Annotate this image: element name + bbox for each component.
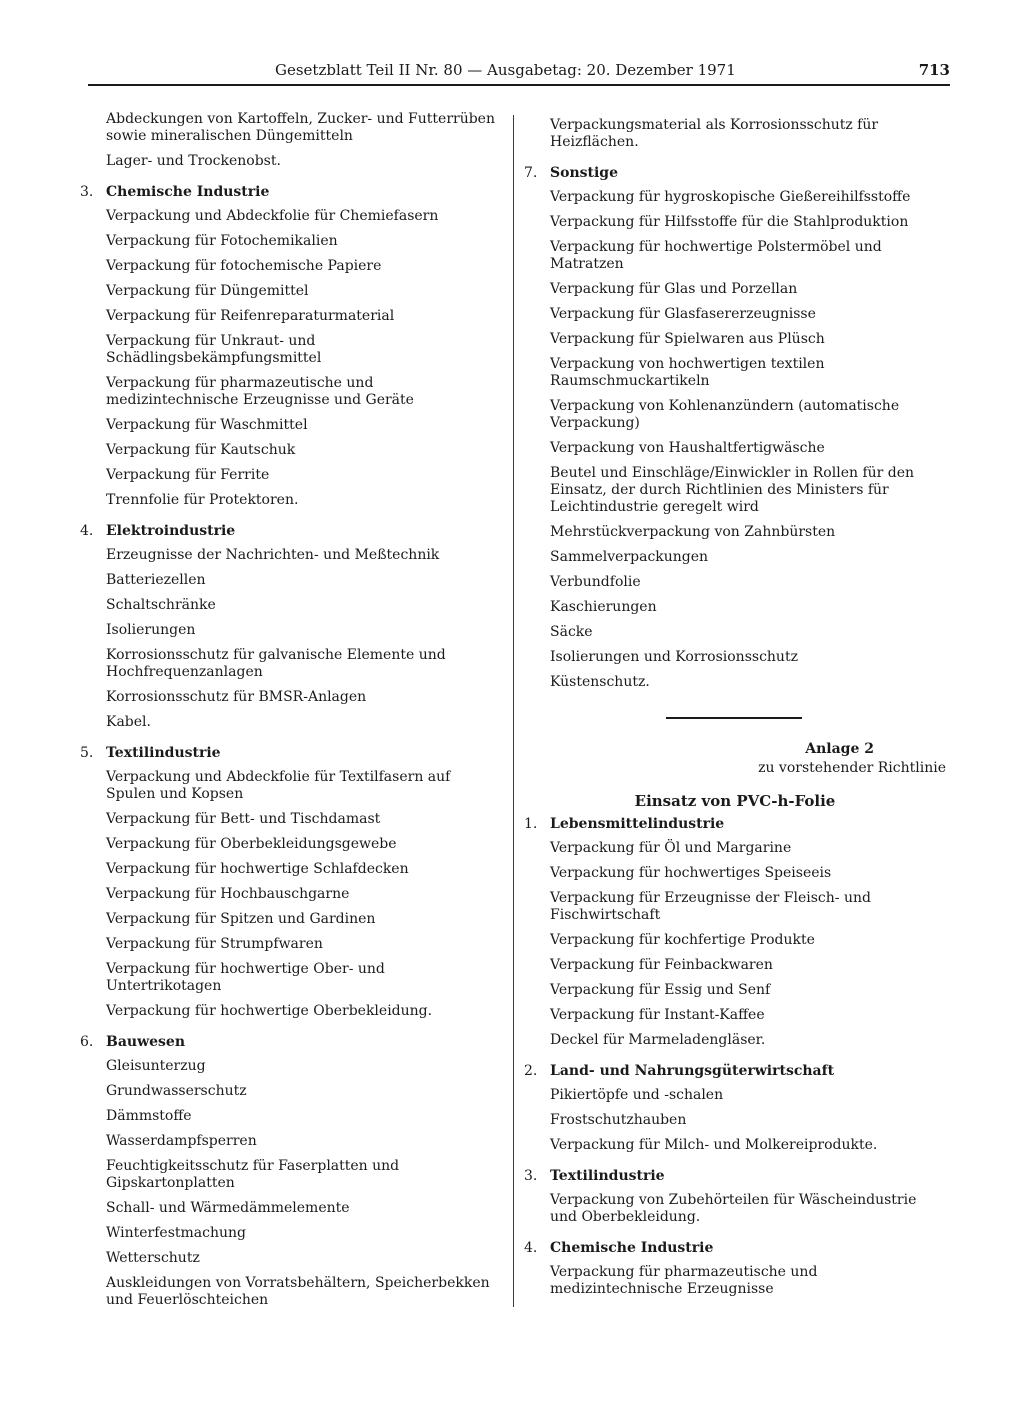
separator-rule (666, 717, 802, 719)
list-item: Verpackung für kochfertige Produkte (550, 932, 815, 948)
section-title: Lebensmittelindustrie (550, 816, 725, 832)
list-item: Batteriezellen (106, 572, 206, 588)
list-item: Verpackung von hochwertigen textilen Raumschmuckartikeln (550, 356, 825, 389)
list-item: Verpackung für hochwertige Oberbekleidung. (106, 1003, 433, 1019)
section-title: Textilindustrie (550, 1168, 665, 1184)
list-item: Küstenschutz. (550, 674, 650, 690)
list-item: Verpackung für Unkraut- und Schädlingsbekämpfungsmittel (106, 333, 322, 366)
right-column (524, 117, 946, 1306)
list-item: Verpackung für Glasfasererzeugnisse (550, 306, 816, 322)
list-item: Verpackung für hygroskopische Gießereihilfsstoffe (550, 189, 911, 205)
list-item: Verpackung für Reifenreparaturmaterial (106, 308, 395, 324)
list-item: Verpackung für Instant-Kaffee (550, 1007, 765, 1023)
list-item: Verpackung für Hilfsstoffe für die Stahlproduktion (550, 214, 909, 230)
list-item: Trennfolie für Protektoren. (106, 492, 299, 508)
list-item: Schall- und Wärmedämmelemente (106, 1200, 350, 1216)
list-item: Verpackung für Essig und Senf (550, 982, 771, 998)
list-item: Frostschutzhauben (550, 1112, 687, 1128)
list-item: Beutel und Einschläge/Einwickler in Rollen für den Einsatz, der durch Richtlinien des Ministers für Leichtindustrie geregelt wird (550, 465, 915, 515)
section-number: 3. (80, 184, 94, 200)
list-item: Sammelverpackungen (550, 549, 709, 565)
list-item: Verpackung für Strumpfwaren (106, 936, 323, 952)
list-item: Verpackung von Haushaltfertigwäsche (550, 440, 825, 456)
list-item: Isolierungen und Korrosionsschutz (550, 649, 798, 665)
list-item: Lager- und Trockenobst. (106, 153, 281, 169)
section-heading (80, 523, 495, 540)
section-title: Textilindustrie (106, 745, 221, 761)
section-heading (524, 816, 946, 833)
section-number: 2. (524, 1063, 538, 1079)
list-item: Auskleidungen von Vorratsbehältern, Speicherbekken und Feuerlöschteichen (106, 1275, 490, 1308)
list-item: Säcke (550, 624, 593, 640)
header-title: Gesetzblatt Teil II Nr. 80 — Ausgabetag: 20. Dezember 1971 (275, 61, 736, 79)
list-item: Verpackungsmaterial als Korrosionsschutz für Heizflächen. (550, 117, 879, 150)
list-item: Pikiertöpfe und -schalen (550, 1087, 724, 1103)
list-item: Verpackung für Glas und Porzellan (550, 281, 798, 297)
list-item: Verpackung für hochwertiges Speiseeis (550, 865, 832, 881)
column-divider (513, 115, 514, 1307)
list-item: Verpackung für Bett- und Tischdamast (106, 811, 381, 827)
list-item: Kabel. (106, 714, 151, 730)
section-heading (80, 745, 495, 762)
list-item: Verpackung für Spielwaren aus Plüsch (550, 331, 825, 347)
page-header (88, 60, 950, 86)
section-title: Chemische Industrie (106, 184, 270, 200)
section-number: 4. (80, 523, 94, 539)
annex-subtitle: zu vorstehender Richtlinie (758, 760, 946, 776)
list-item: Verpackung und Abdeckfolie für Textilfasern auf Spulen und Kopsen (106, 769, 451, 802)
annex-title: Anlage 2 (805, 741, 874, 757)
list-item: Verpackung für pharmazeutische und medizintechnische Erzeugnisse und Geräte (106, 375, 414, 408)
list-item: Verpackung für fotochemische Papiere (106, 258, 382, 274)
section-number: 5. (80, 745, 94, 761)
list-item: Verpackung für Hochbauschgarne (106, 886, 350, 902)
section-number: 6. (80, 1034, 94, 1050)
annex-heading: Einsatz von PVC-h-Folie (634, 792, 836, 810)
list-item: Isolierungen (106, 622, 196, 638)
section-heading (80, 184, 495, 201)
list-item: Korrosionsschutz für BMSR-Anlagen (106, 689, 367, 705)
list-item: Verpackung für Spitzen und Gardinen (106, 911, 376, 927)
list-item: Gleisunterzug (106, 1058, 206, 1074)
section-number: 7. (524, 165, 538, 181)
list-item: Verpackung für Fotochemikalien (106, 233, 338, 249)
list-item: Kaschierungen (550, 599, 657, 615)
list-item: Verpackung und Abdeckfolie für Chemiefasern (106, 208, 439, 224)
section-heading (524, 1063, 946, 1080)
list-item: Verpackung für Düngemittel (106, 283, 309, 299)
section-number: 4. (524, 1240, 538, 1256)
left-column (80, 111, 495, 1317)
list-item: Verpackung für Ferrite (106, 467, 270, 483)
list-item: Verpackung für Feinbackwaren (550, 957, 773, 973)
list-item: Verpackung von Zubehörteilen für Wäscheindustrie und Oberbekleidung. (550, 1192, 917, 1225)
list-item: Winterfestmachung (106, 1225, 246, 1241)
list-item: Feuchtigkeitsschutz für Faserplatten und Gipskartonplatten (106, 1158, 400, 1191)
list-item: Mehrstückverpackung von Zahnbürsten (550, 524, 836, 540)
list-item: Verpackung für hochwertige Ober- und Untertrikotagen (106, 961, 385, 994)
list-item: Grundwasserschutz (106, 1083, 247, 1099)
section-heading (80, 1034, 495, 1051)
section-number: 3. (524, 1168, 538, 1184)
list-item: Erzeugnisse der Nachrichten- und Meßtechnik (106, 547, 440, 563)
section-heading (524, 165, 946, 182)
section-number: 1. (524, 816, 538, 832)
list-item: Verpackung für Erzeugnisse der Fleisch- und Fischwirtschaft (550, 890, 871, 923)
list-item: Verpackung für Waschmittel (106, 417, 308, 433)
list-item: Verpackung für Kautschuk (106, 442, 296, 458)
section-title: Elektroindustrie (106, 523, 236, 539)
list-item: Verpackung von Kohlenanzündern (automatische Verpackung) (550, 398, 900, 431)
list-item: Deckel für Marmeladengläser. (550, 1032, 766, 1048)
list-item: Verpackung für Öl und Margarine (550, 840, 792, 856)
section-heading (524, 1240, 946, 1257)
list-item: Verpackung für hochwertige Polstermöbel und Matratzen (550, 239, 882, 272)
list-item: Verpackung für hochwertige Schlafdecken (106, 861, 409, 877)
list-item: Verpackung für Milch- und Molkereiprodukte. (550, 1137, 878, 1153)
list-item: Schaltschränke (106, 597, 216, 613)
list-item: Wasserdampfsperren (106, 1133, 257, 1149)
list-item: Korrosionsschutz für galvanische Elemente und Hochfrequenzanlagen (106, 647, 446, 680)
list-item: Verpackung für Oberbekleidungsgewebe (106, 836, 397, 852)
list-item: Wetterschutz (106, 1250, 200, 1266)
list-item: Dämmstoffe (106, 1108, 192, 1124)
section-heading (524, 1168, 946, 1185)
section-title: Land- und Nahrungsgüterwirtschaft (550, 1063, 835, 1079)
list-item: Verpackung für pharmazeutische und medizintechnische Erzeugnisse (550, 1264, 818, 1297)
section-title: Sonstige (550, 165, 618, 181)
page-number: 713 (918, 61, 950, 79)
list-item: Verbundfolie (550, 574, 641, 590)
list-item: Abdeckungen von Kartoffeln, Zucker- und Futterrüben sowie mineralischen Düngemitteln (106, 111, 495, 144)
section-title: Chemische Industrie (550, 1240, 714, 1256)
section-title: Bauwesen (106, 1034, 186, 1050)
